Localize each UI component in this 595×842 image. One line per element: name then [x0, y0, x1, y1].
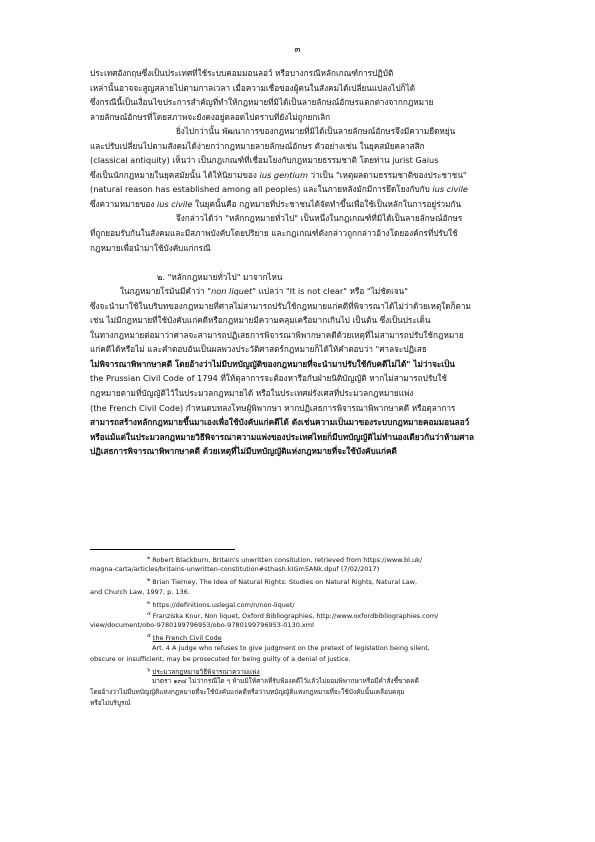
- text-line: ไม่พิจารณาพิพากษาคดี โดยอ้างว่าไม่มีบทบัญญัติของกฎหมายที่จะนำมาปรับใช้กับคดีไม่ได้" ไม่ว่าจะเป็น: [90, 358, 455, 369]
- text-line: ซึ่งจะนำมาใช้ในบริบทของกฎหมายที่ศาลไม่สามารถปรับใช้กฎหมายแก่คดีที่พิจารณาได้ไม่ว่าด้วยเหตุใดก็ตาม: [90, 300, 471, 311]
- footnote-6-cont: โดยอ้างว่าไม่มีบทบัญญัติแห่งกฎหมายที่จะใช้บังคับแก่คดีหรือว่าบทบัญญัติแห่งกฎหมายที่จะใช้บังคับนั้นเคลือบคลุม: [90, 688, 405, 697]
- footnote-5: $^๕$ the French Civil Code: [147, 633, 222, 643]
- footnote-3[interactable]: $^๓$ https://definitions.uslegal.com/n/non-liquet/: [147, 599, 295, 609]
- text-line: (natural reason has established among all peoples) และในภายหลังมักมีการยึดโยงกับกับ ius civile: [90, 184, 468, 195]
- footnote-divider: [90, 549, 235, 550]
- footnote-1: $^๑$ Robert Blackburn, Britain's unwritten consitution, retrieved from https://www.bl.uk/: [147, 555, 423, 565]
- text-line: กฎหมายเพื่อนำมาใช้บังคับแก่กรณี: [90, 242, 211, 253]
- footnote-6-cont: หรือไม่บริบูรณ์: [90, 699, 131, 708]
- text-line: และปรับเปลี่ยนไปตามสังคมได้ง่ายกว่ากฎหมายลายลักษณ์อักษร ตัวอย่างเช่น ในยุคสมัยคลาสสิก: [90, 140, 425, 151]
- footnote-4-cont[interactable]: view/document/obo-9780199796953/obo-9780199796953-0130.xml: [90, 621, 314, 630]
- text-line: ประเทศอังกฤษซึ่งเป็นประเทศที่ใช้ระบบคอมมอนลอว์ หรือบางกรณีหลักเกณฑ์การปฏิบัติ: [90, 68, 394, 78]
- footnote-5-cont: obscure or insufficient, may be prosecuted for being guilty of a denial of justice.: [90, 654, 351, 663]
- text-line: เหล่านั้นอาจจะสูญสลายไปตามกาลเวลา เมื่อความเชื่อของผู้คนในสังคมได้เปลี่ยนแปลงไปก็ได้: [90, 82, 416, 93]
- spacer: [90, 255, 510, 270]
- text-line: สามารถสร้างหลักกฎหมายขึ้นมาเองเพื่อใช้บังคับแก่คดีได้ ดังเช่นความเป็นมาของระบบกฎหมายคอมมอนลอว์: [90, 417, 470, 428]
- text-line: ปฏิเสธการพิจารณาพิพากษาคดี ด้วยเหตุที่ไม่มีบทบัญญัติแห่งกฎหมายที่จะใช้บังคับแก่คดี: [90, 446, 397, 457]
- text-line: ยิ่งไปกว่านั้น พัฒนาการของกฎหมายที่มิได้เป็นลายลักษณ์อักษรจึงมีความยืดหยุ่น: [176, 126, 456, 137]
- section-heading: ๒. "หลักกฎหมายทั่วไป" มาจากไหน: [157, 271, 283, 282]
- text-line: กฎหมายตามที่บัญญัติไว้ในประมวลกฎหมายได้ หรือในประเทศฝรั่งเศสที่ประมวลกฎหมายแพ่ง: [90, 388, 414, 399]
- text-line: (classical antiquity) เห็นว่า เป็นกฎเกณฑ์ที่เชื่อมโยงกับกฎหมายธรรมชาติ โดยท่าน jurist Gaius: [90, 155, 439, 166]
- page-number: ๓: [294, 45, 301, 55]
- text-line: (the French Civil Code) กำหนดบทลงโทษผู้พิพากษา หากปฏิเสธการพิจารณาพิพากษาคดี หรือตุลาการ: [90, 402, 456, 413]
- text-line: ในกฎหมายโรมันมีคำว่า "non liquet" แปลว่า "It is not clear" หรือ "ไม่ชัดเจน": [120, 286, 409, 297]
- text-line: the Prussian Civil Code of 1794 ที่ให้ตุลาการจะต้องหารือกับฝ่ายนิติบัญญัติ หากไม่สามารถปรับใช้: [90, 373, 447, 384]
- footnote-1-cont[interactable]: magna-carta/articles/britains-unwritten-constitution#sthash.kIGm5ANk.dpuf (7/02/2017): [90, 565, 380, 574]
- footnotes: [90, 553, 510, 710]
- text-line: ลายลักษณ์อักษรที่โดยสภาพจะยังคงอยู่ตลอดไปตราบที่ยังไม่ถูกยกเลิก: [90, 111, 331, 122]
- text-line: เช่น ไม่มีกฎหมายที่ใช้บังคับแก่คดีหรือกฎหมายมีความคลุมเครือมากเกินไป เป็นต้น ซึ่งเป็นประเด็น: [90, 315, 431, 326]
- text-line: ที่ถูกยอมรับกันในสังคมและมีสภาพบังคับโดยปริยาย และกฎเกณฑ์ดังกล่าวถูกกล่าวอ้างโดยองค์กรที่ปรับใช้: [90, 228, 458, 239]
- footnote-6-article: มาตรา ๑๓๔ ไม่ว่ากรณีใด ๆ ห้ามมิให้ศาลที่รับฟ้องคดีไว้แล้วไม่ยอมพิพากษาหรือมีคำสั่งชี้ขาดคดี: [152, 677, 419, 686]
- text-line: ซึ่งความหมายของ ius civile ในยุคนั้นคือ กฎหมายที่ประชาชนได้จัดทำขึ้นเพื่อใช้เป็นหลักในการอยู่ร่วมกัน: [90, 198, 462, 209]
- text-line: แก่คดีได้หรือไม่ และคำตอบอันเป็นผลพวงประวัติศาสตร์กฎหมายก็ได้ให้คำตอบว่า "ศาลจะปฏิเสธ: [90, 344, 427, 355]
- footnote-6: $^๖$ ประมวลกฎหมายวิธีพิจารณาความแพ่ง: [147, 666, 260, 677]
- footnote-2-cont: and Church Law, 1997, p. 136.: [90, 587, 190, 596]
- footnote-2: $^๒$ Brian Tierney, The Idea of Natural Rights: Studies on Natural Rights, Natural Law,: [147, 577, 418, 587]
- text-line: จึงกล่าวได้ว่า "หลักกฎหมายทั่วไป" เป็นหนึ่งในกฎเกณฑ์ที่มิได้เป็นลายลักษณ์อักษร: [176, 213, 463, 224]
- text-line: ซึ่งกรณีนี้เป็นเงื่อนไขประการสำคัญที่ทำให้กฎหมายที่มิได้เป็นลายลักษณ์อักษรแตกต่างจากกฎหมาย: [90, 97, 434, 108]
- footnote-4: $^๔$ Franziska Knur, Non liquet, Oxford Bibliographies, http://www.oxfordbibliographies.com/: [147, 610, 439, 621]
- text-line: ในทางกฎหมายต่อมาว่าศาลจะสามารถปฏิเสธการพิจารณาพิพากษาคดีด้วยเหตุที่ไม่สามารถปรับใช้กฎหมาย: [90, 329, 464, 340]
- text-line: หรือแม้แต่ในประมวลกฎหมายวิธีพิจารณาความแพ่งของประเทศไทยก็มีบทบัญญัติไม่ทำนองเดียวกันว่าห้ามศาล: [90, 431, 475, 442]
- text-line: ซึ่งเป็นนักกฎหมายในยุคสมัยนั้น ได้ให้นิยามของ ius gentium ว่าเป็น "เหตุผลตามธรรมชาติของประชาชน": [90, 169, 467, 180]
- footnote-5-article: Art. 4 A judge who refuses to give judgment on the pretext of legislation being silent,: [152, 643, 430, 652]
- body-text: [90, 66, 510, 459]
